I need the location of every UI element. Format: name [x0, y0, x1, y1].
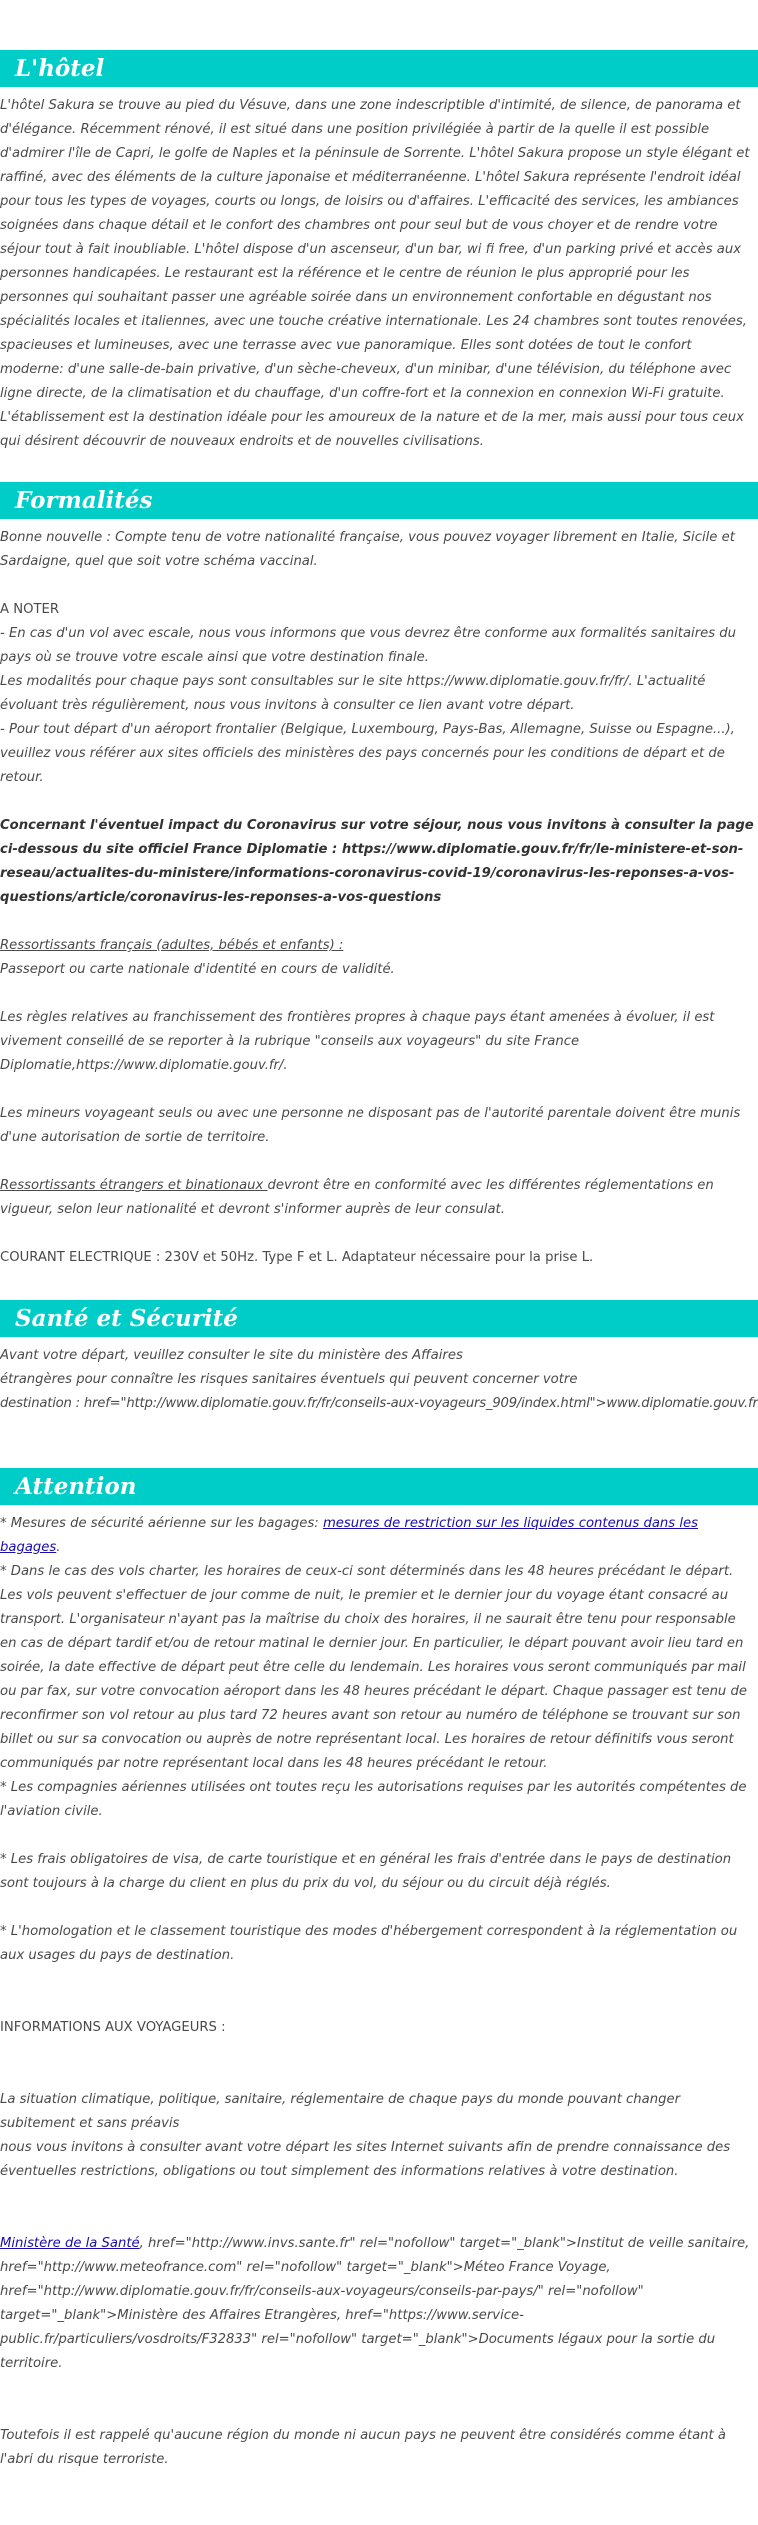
charter-text: * Dans le cas des vols charter, les horaires de ceux-ci sont déterminés dans les 48 heures précédant le départ. Les vols peuvent s'effectuer de jour comme de nuit, le premier et le dernier jour du voyage étant consacré au transport. L'organisateur n'ayant pas la maîtrise du choix des horaires, il ne saurait être tenu pour responsable en cas de départ tardif et/ou de retour matinal le dernier jour. En particulier, le départ pouvant avoir lieu tard en soirée, la date effective de départ peut être celle du lendemain. Les horaires vous seront communiqués par mail ou par fax, sur votre convocation aéroport dans les 48 heures précédant le départ. Chaque passager est tenu de reconfirmer son vol retour au plus tard 72 heures avant son retour au numéro de téléphone se trouvant sur son billet ou sur sa convocation ou auprès de notre représentant local. Les horaires de retour définitifs vous seront communiqués par notre représentant local dans les 48 heures précédant le retour. [0, 1564, 747, 1771]
sante-text [0, 1344, 758, 1416]
sante-line-1: Avant votre départ, veuillez consulter le site du ministère des Affaires [0, 1348, 463, 1363]
frontieres-text: Les règles relatives au franchissement des frontières propres à chaque pays étant amenées à évoluer, il est vivement conseillé de se reporter à la rubrique "conseils aux voyageurs" du site France Diplomatie,https://www.diplomatie.gouv.fr/. [0, 1010, 715, 1073]
bagages-prefix: * Mesures de sécurité aérienne sur les bagages: [0, 1516, 323, 1531]
a-noter-frontalier: - Pour tout départ d'un aéroport frontalier (Belgique, Luxembourg, Pays-Bas, Allemagne, Suisse ou Espagne...), veuillez vous référer aux sites officiels des ministères des pays concernés pour les conditions de départ et de retour. [0, 722, 735, 785]
formalites-heading: Formalités [0, 482, 758, 519]
climat-text-1: La situation climatique, politique, sanitaire, réglementaire de chaque pays du monde pouvant changer subitement et sans préavis [0, 2092, 681, 2131]
infos-voyageurs-title: INFORMATIONS AUX VOYAGEURS : [0, 2020, 226, 2035]
sante-line-3: destination : href="http://www.diplomatie.gouv.fr/fr/conseils-aux-voyageurs_909/index.html">www.diplomatie.gouv.fr [0, 1396, 758, 1411]
hotel-text [0, 94, 758, 454]
covid-info: Concernant l'éventuel impact du Coronavirus sur votre séjour, nous vous invitons à consulter la page ci-dessous du site officiel France Diplomatie : https://www.diplomatie.gouv.fr/fr/le-ministere-et-son-reseau/actualites-du-ministere/informations-coronavirus-covid-19/coronavirus-les-reponses-a-vos-questions/article/coronavirus-les-reponses-a-vos-questions [0, 818, 754, 905]
formalites-text [0, 526, 758, 1270]
terrorisme-text: Toutefois il est rappelé qu'aucune région du monde ni aucun pays ne peuvent être considérés comme étant à l'abri du risque terroriste. [0, 2428, 726, 2467]
attention-section [0, 1468, 758, 2472]
sante-section [0, 1300, 758, 1416]
a-noter-title: A NOTER [0, 602, 60, 617]
bagages-restriction-link[interactable]: mesures de restriction sur les liquides contenus dans les bagages [0, 1516, 698, 1555]
attention-heading: Attention [0, 1468, 758, 1505]
liens-text: , href="http://www.invs.sante.fr" rel="nofollow" target="_blank">Institut de veille sanitaire, href="http://www.meteofrance.com" rel="nofollow" target="_blank">Méteo France Voyage, href="http://www.diplomatie.gouv.fr/fr/conseils-aux-voyageurs/conseils-par-pays/" rel="nofollow" target="_blank">Ministère des Affaires Etrangères, href="https://www.service-public.fr/particuliers/vosdroits/F32833" rel="nofollow" target="_blank">Documents légaux pour la sortie du territoire. [0, 2236, 750, 2371]
hotel-heading: L'hôtel [0, 50, 758, 87]
courant-electrique: COURANT ELECTRIQUE : 230V et 50Hz. Type F et L. Adaptateur nécessaire pour la prise L. [0, 1250, 594, 1265]
sante-line-2: étrangères pour connaître les risques sanitaires éventuels qui peuvent concerner votre [0, 1372, 578, 1387]
bagages-paragraph [0, 1512, 756, 1560]
homologation-text: * L'homologation et le classement touristique des modes d'hébergement correspondent à la réglementation ou aux usages du pays de destination. [0, 1924, 738, 1963]
sante-heading: Santé et Sécurité [0, 1300, 758, 1337]
ressortissants-fr-text: Passeport ou carte nationale d'identité en cours de validité. [0, 962, 395, 977]
etrangers-paragraph [0, 1174, 756, 1222]
frais-text: * Les frais obligatoires de visa, de carte touristique et en général les frais d'entrée dans le pays de destination sont toujours à la charge du client en plus du prix du vol, du séjour ou du circuit déjà réglés. [0, 1852, 732, 1891]
a-noter-modalites: Les modalités pour chaque pays sont consultables sur le site https://www.diplomatie.gouv.fr/fr/. L'actualité évoluant très régulièrement, nous vous invitons à consulter ce lien avant votre départ. [0, 674, 706, 713]
mineurs-text: Les mineurs voyageant seuls ou avec une personne ne disposant pas de l'autorité parentale doivent être munis d'une autorisation de sortie de territoire. [0, 1106, 741, 1145]
liens-paragraph [0, 2232, 756, 2376]
formalites-section [0, 482, 758, 1270]
hotel-section [0, 50, 758, 454]
etrangers-title: Ressortissants étrangers et binationaux [0, 1178, 268, 1193]
bagages-suffix: . [56, 1540, 61, 1555]
hotel-paragraph: L'hôtel Sakura se trouve au pied du Vésuve, dans une zone indescriptible d'intimité, de silence, de panorama et d'élégance. Récemment rénové, il est situé dans une position privilégiée à partir de la quelle il est possible d'admirer l'île de Capri, le golfe de Naples et la péninsule de Sorrente. L'hôtel Sakura propose un style élégant et raffiné, avec des éléments de la culture japonaise et méditerranéenne. L'hôtel Sakura représente l'endroit idéal pour tous les types de voyages, courts ou longs, de loisirs ou d'affaires. L'efficacité des services, les ambiances soignées dans chaque détail et le confort des chambres ont pour seul but de vous choyer et de rendre votre séjour tout à fait inoubliable. L'hôtel dispose d'un ascenseur, d'un bar, wi fi free, d'un parking privé et accès aux personnes handicapées. Le restaurant est la référence et le centre de réunion le plus approprié pour les personnes qui souhaitant passer une agréable soirée dans un environnement confortable en dégustant nos spécialités locales et italiennes, avec une touche créative internationale. Les 24 chambres sont toutes renovées, spacieuses et lumineuses, avec une terrasse avec vue panoramique. Elles sont dotées de tout le confort moderne: d'une salle-de-bain privative, d'un sèche-cheveux, d'un minibar, d'une télévision, du téléphone avec ligne directe, de la climatisation et du chauffage, d'un coffre-fort et la connexion en connexion Wi-Fi gratuite. L'établissement est la destination idéale pour les amoureux de la nature et de la mer, mais aussi pour tous ceux qui désirent découvrir de nouveaux endroits et de nouvelles civilisations. [0, 98, 750, 449]
a-noter-escale: - En cas d'un vol avec escale, nous vous informons que vous devrez être conforme aux formalités sanitaires du pays où se trouve votre escale ainsi que votre destination finale. [0, 626, 737, 665]
ministere-sante-link[interactable]: Ministère de la Santé [0, 2236, 140, 2251]
climat-text-2: nous vous invitons à consulter avant votre départ les sites Internet suivants afin de prendre connaissance des éventuelles restrictions, obligations ou tout simplement des informations relatives à votre destination. [0, 2140, 731, 2179]
compagnies-text: * Les compagnies aériennes utilisées ont toutes reçu les autorisations requises par les autorités compétentes de l'aviation civile. [0, 1780, 747, 1819]
attention-text [0, 1512, 758, 2472]
etrangers-text: devront être en conformité avec les différentes réglementations en vigueur, selon leur nationalité et devront s'informer auprès de leur consulat. [0, 1178, 714, 1217]
formalites-intro: Bonne nouvelle : Compte tenu de votre nationalité française, vous pouvez voyager librement en Italie, Sicile et Sardaigne, quel que soit votre schéma vaccinal. [0, 530, 735, 569]
ressortissants-fr-title: Ressortissants français (adultes, bébés et enfants) : [0, 938, 344, 953]
